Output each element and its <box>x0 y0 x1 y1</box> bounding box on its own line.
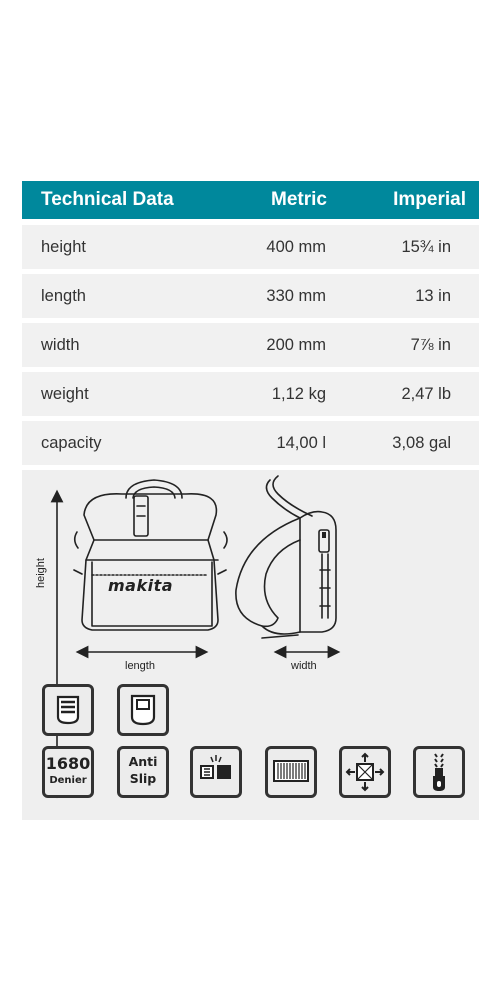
row-imperial: 13 in <box>415 287 451 305</box>
denier-unit: Denier <box>49 775 87 786</box>
row-label: width <box>41 336 80 354</box>
anti-slip-line1: Anti <box>128 754 158 769</box>
padded-back-icon <box>42 684 94 736</box>
table-row <box>22 274 479 318</box>
height-label: height <box>34 558 47 588</box>
row-imperial: 2,47 lb <box>401 385 451 403</box>
denier-badge-icon <box>42 746 94 798</box>
length-label: length <box>125 660 155 672</box>
row-label: height <box>41 238 86 256</box>
header-imperial: Imperial <box>393 189 466 210</box>
buckle-icon <box>190 746 242 798</box>
table-row <box>22 421 479 465</box>
brand-logo: makita <box>108 576 174 595</box>
zipper-icon <box>413 746 465 798</box>
header-metric: Metric <box>271 189 327 210</box>
table-header <box>22 181 479 219</box>
table-row <box>22 372 479 416</box>
width-label: width <box>291 660 317 672</box>
row-label: weight <box>41 385 89 403</box>
anti-slip-badge-icon <box>117 746 169 798</box>
anti-slip-line2: Slip <box>129 771 157 786</box>
row-metric: 14,00 l <box>276 434 326 452</box>
row-metric: 200 mm <box>266 336 326 354</box>
row-metric: 400 mm <box>266 238 326 256</box>
header-technical-data: Technical Data <box>41 189 174 210</box>
product-figure-panel <box>22 470 479 820</box>
denier-value: 1680 <box>45 754 91 773</box>
row-label: capacity <box>41 434 102 452</box>
durable-fabric-icon <box>339 746 391 798</box>
table-row <box>22 323 479 367</box>
row-imperial: 15¾ in <box>401 238 451 256</box>
row-metric: 330 mm <box>266 287 326 305</box>
webbing-strap-icon <box>265 746 317 798</box>
row-imperial: 7⅞ in <box>410 336 451 354</box>
row-imperial: 3,08 gal <box>392 434 451 452</box>
row-metric: 1,12 kg <box>271 385 326 403</box>
belt-loop-icon <box>117 684 169 736</box>
row-label: length <box>41 287 86 305</box>
spec-sheet <box>22 181 479 820</box>
table-row <box>22 225 479 269</box>
